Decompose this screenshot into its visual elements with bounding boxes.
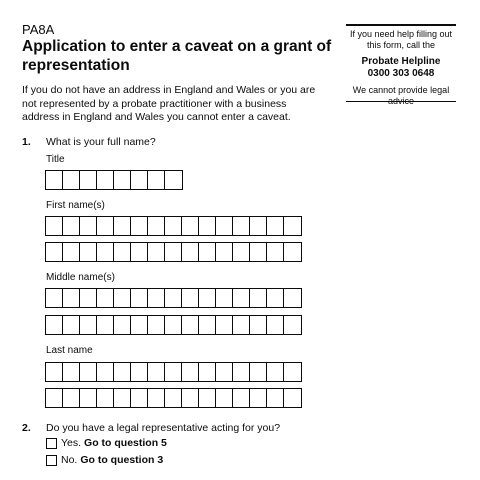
character-box[interactable] — [250, 316, 267, 334]
character-box[interactable] — [250, 289, 267, 307]
character-box[interactable] — [63, 171, 80, 189]
intro-text: If you do not have an address in England and Wales or you are not represented by a probate practitioner with a business address in England and Wales you cannot enter a caveat. — [22, 84, 316, 123]
character-box[interactable] — [216, 316, 233, 334]
character-box[interactable] — [46, 316, 63, 334]
character-box[interactable] — [233, 243, 250, 261]
option-yes[interactable] — [46, 437, 167, 449]
character-box[interactable] — [233, 217, 250, 235]
character-box[interactable] — [46, 389, 63, 407]
character-box[interactable] — [182, 363, 199, 381]
character-box[interactable] — [97, 389, 114, 407]
character-box[interactable] — [80, 171, 97, 189]
character-box[interactable] — [148, 171, 165, 189]
character-box[interactable] — [131, 316, 148, 334]
character-box[interactable] — [199, 363, 216, 381]
character-box[interactable] — [216, 217, 233, 235]
character-box[interactable] — [148, 389, 165, 407]
no-label: No. — [61, 454, 78, 466]
question-2-number: 2. — [22, 422, 31, 434]
character-box[interactable] — [80, 217, 97, 235]
character-box[interactable] — [63, 389, 80, 407]
last-name-input-row-1[interactable] — [45, 362, 302, 382]
character-box[interactable] — [97, 171, 114, 189]
character-box[interactable] — [131, 217, 148, 235]
character-box[interactable] — [80, 289, 97, 307]
character-box[interactable] — [182, 316, 199, 334]
character-box[interactable] — [199, 289, 216, 307]
character-box[interactable] — [148, 217, 165, 235]
character-box[interactable] — [284, 363, 301, 381]
character-box[interactable] — [250, 217, 267, 235]
character-box[interactable] — [63, 217, 80, 235]
character-box[interactable] — [165, 289, 182, 307]
character-box[interactable] — [46, 171, 63, 189]
form-title: Application to enter a caveat on a grant of representation — [22, 38, 332, 74]
title-label: Title — [46, 154, 65, 165]
character-box[interactable] — [216, 289, 233, 307]
character-box[interactable] — [114, 217, 131, 235]
title-input[interactable] — [45, 170, 183, 190]
character-box[interactable] — [80, 363, 97, 381]
character-box[interactable] — [97, 363, 114, 381]
character-box[interactable] — [148, 243, 165, 261]
question-2-text: Do you have a legal representative acting for you? — [46, 422, 281, 434]
no-instruction: Go to question 3 — [80, 454, 164, 466]
form-code: PA8A — [22, 22, 55, 37]
character-box[interactable] — [199, 217, 216, 235]
character-box[interactable] — [165, 243, 182, 261]
character-box[interactable] — [182, 289, 199, 307]
character-box[interactable] — [250, 389, 267, 407]
character-box[interactable] — [267, 243, 284, 261]
middle-name-input-row-2[interactable] — [45, 315, 302, 335]
character-box[interactable] — [267, 363, 284, 381]
yes-instruction: Go to question 5 — [84, 437, 167, 449]
character-box[interactable] — [165, 316, 182, 334]
character-box[interactable] — [148, 289, 165, 307]
helpline-name: Probate Helpline — [361, 56, 441, 67]
question-1-text: What is your full name? — [46, 136, 156, 148]
character-box[interactable] — [233, 389, 250, 407]
character-box[interactable] — [199, 389, 216, 407]
character-box[interactable] — [80, 316, 97, 334]
last-name-label: Last name — [46, 345, 93, 356]
question-1-number: 1. — [22, 136, 31, 148]
character-box[interactable] — [267, 316, 284, 334]
character-box[interactable] — [63, 289, 80, 307]
middle-name-input-row-1[interactable] — [45, 288, 302, 308]
character-box[interactable] — [131, 389, 148, 407]
character-box[interactable] — [182, 243, 199, 261]
no-legal-advice: We cannot provide legal advice — [352, 85, 450, 106]
helpline-phone: 0300 303 0648 — [367, 68, 435, 79]
character-box[interactable] — [63, 363, 80, 381]
character-box[interactable] — [250, 363, 267, 381]
yes-checkbox[interactable] — [46, 438, 57, 449]
character-box[interactable] — [80, 243, 97, 261]
option-no[interactable] — [46, 454, 163, 466]
character-box[interactable] — [114, 289, 131, 307]
character-box[interactable] — [233, 289, 250, 307]
character-box[interactable] — [63, 316, 80, 334]
character-box[interactable] — [131, 243, 148, 261]
character-box[interactable] — [199, 316, 216, 334]
no-checkbox[interactable] — [46, 455, 57, 466]
character-box[interactable] — [80, 389, 97, 407]
character-box[interactable] — [131, 289, 148, 307]
character-box[interactable] — [182, 389, 199, 407]
character-box[interactable] — [46, 289, 63, 307]
help-intro: If you need help filling out this form, call the — [349, 29, 453, 50]
character-box[interactable] — [165, 363, 182, 381]
character-box[interactable] — [131, 171, 148, 189]
character-box[interactable] — [165, 389, 182, 407]
character-box[interactable] — [216, 389, 233, 407]
character-box[interactable] — [148, 363, 165, 381]
character-box[interactable] — [199, 243, 216, 261]
character-box[interactable] — [97, 217, 114, 235]
character-box[interactable] — [46, 217, 63, 235]
character-box[interactable] — [182, 217, 199, 235]
character-box[interactable] — [97, 316, 114, 334]
character-box[interactable] — [284, 316, 301, 334]
first-name-input-row-2[interactable] — [45, 242, 302, 262]
character-box[interactable] — [267, 289, 284, 307]
character-box[interactable] — [114, 363, 131, 381]
character-box[interactable] — [97, 289, 114, 307]
middle-name-label: Middle name(s) — [46, 272, 115, 283]
character-box[interactable] — [114, 243, 131, 261]
character-box[interactable] — [250, 243, 267, 261]
character-box[interactable] — [165, 217, 182, 235]
help-box — [346, 24, 456, 106]
last-name-input-row-2[interactable] — [45, 388, 302, 408]
first-name-input-row-1[interactable] — [45, 216, 302, 236]
character-box[interactable] — [216, 363, 233, 381]
character-box[interactable] — [233, 316, 250, 334]
character-box[interactable] — [63, 243, 80, 261]
character-box[interactable] — [114, 171, 131, 189]
character-box[interactable] — [284, 389, 301, 407]
character-box[interactable] — [216, 243, 233, 261]
character-box[interactable] — [97, 243, 114, 261]
character-box[interactable] — [148, 316, 165, 334]
character-box[interactable] — [46, 243, 63, 261]
character-box[interactable] — [284, 289, 301, 307]
character-box[interactable] — [267, 389, 284, 407]
character-box[interactable] — [284, 217, 301, 235]
character-box[interactable] — [267, 217, 284, 235]
character-box[interactable] — [165, 171, 182, 189]
yes-label: Yes. — [61, 437, 82, 449]
character-box[interactable] — [131, 363, 148, 381]
character-box[interactable] — [233, 363, 250, 381]
character-box[interactable] — [114, 316, 131, 334]
character-box[interactable] — [46, 363, 63, 381]
first-name-label: First name(s) — [46, 200, 105, 211]
character-box[interactable] — [284, 243, 301, 261]
character-box[interactable] — [114, 389, 131, 407]
